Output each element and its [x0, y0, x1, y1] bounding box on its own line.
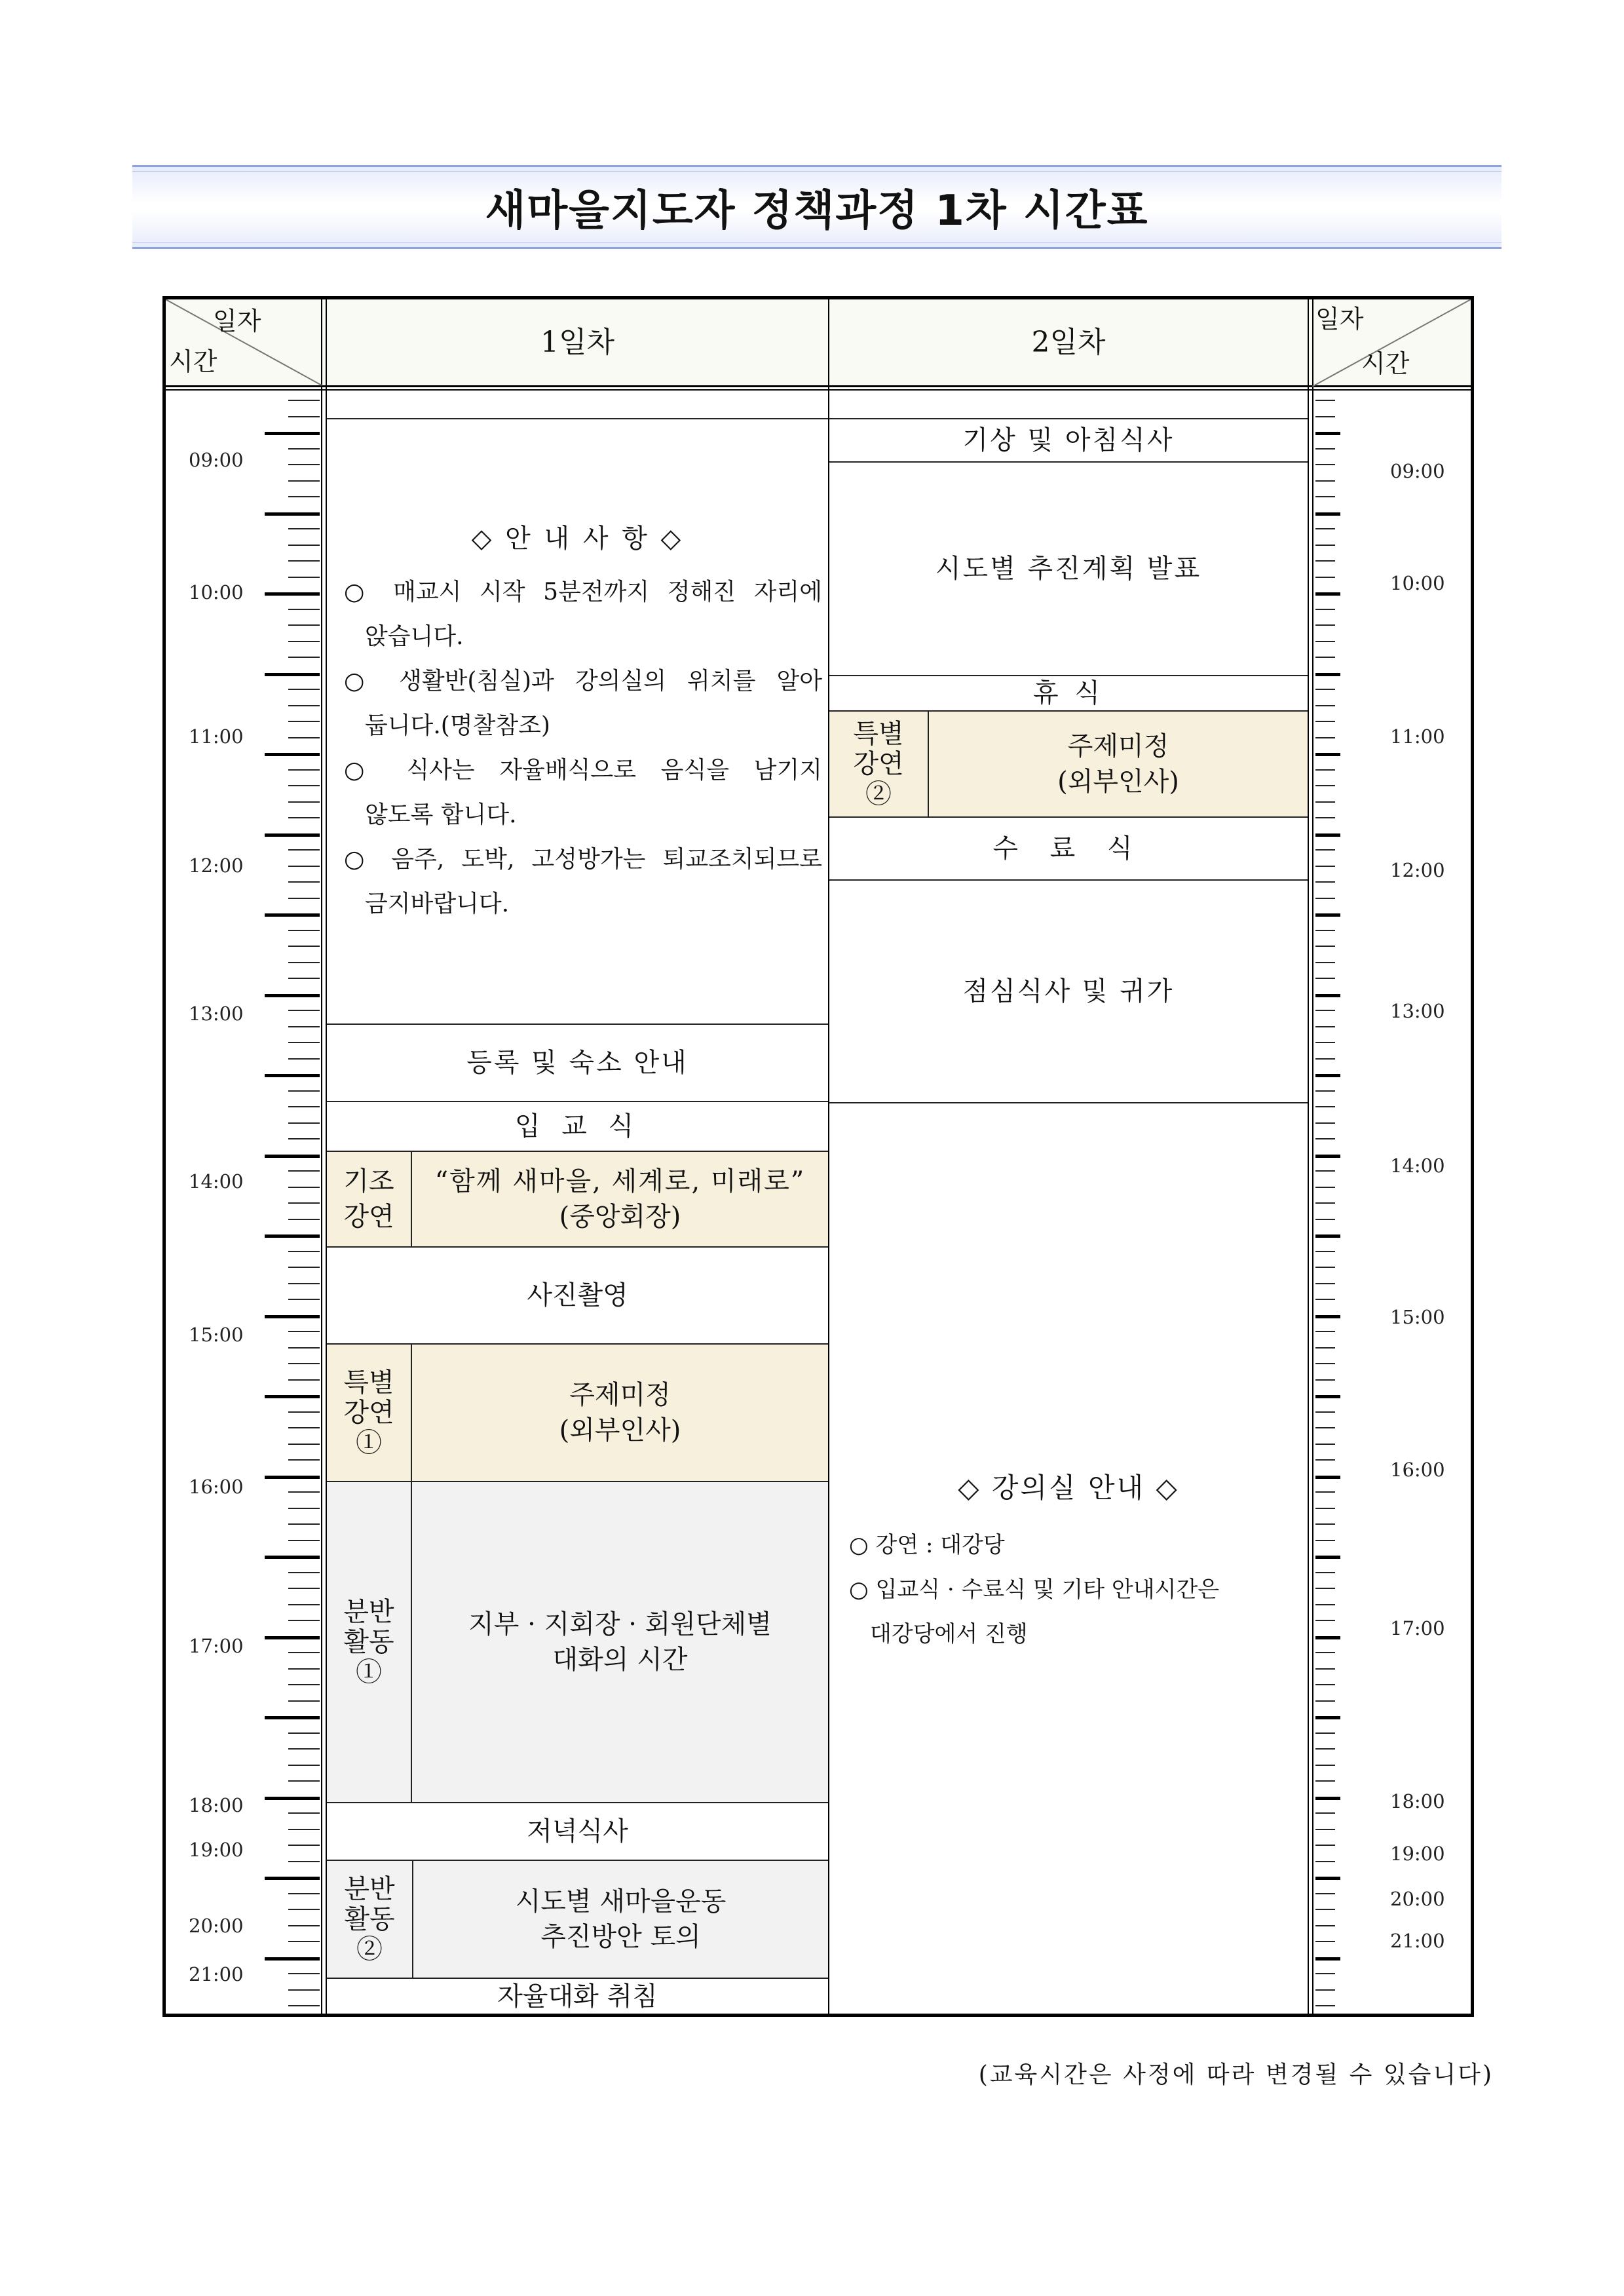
ruler-tick — [265, 994, 320, 997]
special-lecture-2-content — [929, 712, 1308, 816]
ruler-tick — [288, 1219, 320, 1220]
room-info-item: ○ 입교식 · 수료식 및 기타 안내시간은 — [849, 1577, 1220, 1603]
ruler-tick — [265, 1636, 320, 1639]
ruler-tick — [288, 1379, 320, 1381]
ruler-tick — [1315, 1909, 1335, 1910]
ruler-tick — [1315, 1941, 1335, 1942]
ruler-tick — [288, 1620, 320, 1621]
ruler-tick — [288, 1780, 320, 1782]
room-info-block — [829, 1103, 1308, 2014]
ruler-tick — [1315, 930, 1335, 931]
ruler-tick — [1315, 1122, 1335, 1124]
ruler-tick — [1315, 2005, 1335, 2006]
keynote-block — [327, 1152, 828, 1248]
ruler-tick — [288, 1909, 320, 1910]
ruler-tick — [288, 657, 320, 658]
ruler-tick — [1315, 1780, 1335, 1782]
notice-item: ○ 식사는 자율배식으로 음식을 남기지 — [344, 757, 822, 784]
ruler-tick — [1315, 1170, 1335, 1172]
ruler-tick — [288, 1444, 320, 1445]
special-lecture-1-label: 특별 강연 ① — [327, 1345, 412, 1481]
ruler-tick — [1315, 1716, 1340, 1719]
ruler-tick — [288, 496, 320, 497]
ruler-tick — [1315, 689, 1335, 690]
ruler-tick — [1315, 1283, 1335, 1284]
ruler-tick — [1315, 913, 1340, 917]
ruler-tick — [288, 1572, 320, 1573]
ruler-tick — [288, 946, 320, 947]
ruler-tick — [1315, 1861, 1335, 1862]
ruler-tick — [1315, 400, 1335, 401]
ruler-tick — [1315, 673, 1340, 676]
corner-right-top: 일자 — [1315, 305, 1364, 334]
group-activity-1-title: 지부 · 지회장 · 회원단체별 — [468, 1609, 772, 1639]
photo-cell: 사진촬영 — [327, 1248, 828, 1345]
ruler-tick — [265, 673, 320, 676]
ruler-tick — [1315, 1668, 1335, 1670]
ruler-tick — [265, 913, 320, 917]
col-divider-left — [321, 299, 322, 2014]
notice-item: 둡니다.(명찰참조) — [365, 712, 550, 739]
ruler-tick — [288, 1523, 320, 1525]
ruler-tick — [288, 1459, 320, 1461]
ruler-tick — [288, 1427, 320, 1428]
ruler-tick — [1315, 560, 1335, 562]
ruler-tick — [1315, 849, 1335, 851]
ruler-tick — [288, 1588, 320, 1589]
ruler-tick — [288, 705, 320, 706]
ruler-tick — [1315, 1748, 1335, 1750]
ruler-tick — [1315, 1556, 1340, 1559]
ruler-tick — [1315, 480, 1335, 482]
ruler-tick — [288, 721, 320, 722]
ruler-tick — [1315, 1812, 1335, 1814]
ruler-tick — [288, 962, 320, 963]
ruler-tick — [1315, 1395, 1340, 1398]
ruler-tick — [1315, 464, 1335, 465]
ruler-tick — [1315, 1267, 1335, 1268]
time-label: 14:00 — [189, 1170, 244, 1193]
ruler-tick — [288, 898, 320, 899]
corner-left-top: 일자 — [213, 307, 261, 335]
notice-item: 않도록 합니다. — [365, 801, 517, 828]
footer-note: (교육시간은 사정에 따라 변경될 수 있습니다) — [978, 2061, 1494, 2088]
dinner-cell: 저녁식사 — [327, 1803, 828, 1861]
presentation-cell: 시도별 추진계획 발표 — [829, 463, 1308, 676]
keynote-label: 기조 강연 — [327, 1152, 412, 1246]
time-label: 09:00 — [1390, 460, 1445, 482]
group-activity-2-label: 분반 활동 ② — [327, 1861, 413, 1978]
time-label: 11:00 — [1390, 725, 1445, 748]
ruler-tick — [288, 1347, 320, 1349]
ruler-tick — [1315, 1877, 1340, 1880]
group-activity-2-content — [413, 1861, 828, 1978]
ruler-tick — [288, 1187, 320, 1188]
special-lecture-1-title: 주제미정 — [569, 1380, 671, 1410]
ruler-tick — [288, 881, 320, 883]
ruler-tick — [1315, 1572, 1335, 1573]
time-label: 10:00 — [189, 581, 244, 603]
group-activity-2-title: 시도별 새마을운동 — [515, 1886, 727, 1917]
ruler-tick — [1315, 978, 1335, 979]
registration-cell: 등록 및 숙소 안내 — [327, 1025, 828, 1102]
ruler-tick — [265, 833, 320, 837]
ruler-tick — [1315, 1010, 1335, 1011]
keynote-speaker: (중앙회장) — [559, 1202, 681, 1232]
ruler-tick — [288, 1604, 320, 1605]
ruler-tick — [1315, 1540, 1335, 1541]
notice-item: ○ 음주, 도박, 고성방가는 퇴교조치되므로 — [344, 846, 822, 873]
ruler-tick — [288, 1267, 320, 1268]
ruler-tick — [288, 1893, 320, 1894]
ruler-tick — [1315, 641, 1335, 642]
wakeup-cell: 기상 및 아침식사 — [829, 419, 1308, 463]
ruler-tick — [288, 609, 320, 610]
ruler-tick — [265, 1074, 320, 1077]
ruler-tick — [288, 1122, 320, 1124]
ruler-tick — [265, 1315, 320, 1318]
ruler-tick — [1315, 496, 1335, 497]
ruler-tick — [288, 769, 320, 771]
time-label: 16:00 — [189, 1476, 244, 1498]
ruler-tick — [1315, 1523, 1335, 1525]
ruler-tick — [1315, 545, 1335, 546]
corner-right-bottom: 시간 — [1361, 349, 1410, 378]
ruler-tick — [1315, 881, 1335, 883]
ruler-tick — [1315, 785, 1335, 786]
ruler-tick — [1315, 994, 1340, 997]
time-label: 19:00 — [189, 1839, 244, 1861]
time-label: 09:00 — [189, 449, 244, 471]
ruler-tick — [1315, 1219, 1335, 1220]
ruler-tick — [288, 1491, 320, 1493]
ruler-tick — [265, 1234, 320, 1238]
room-info-list — [849, 1523, 1301, 1656]
ruler-tick — [288, 560, 320, 562]
time-label: 12:00 — [1390, 859, 1445, 881]
closing-cell: 수 료 식 — [829, 818, 1308, 881]
group-activity-2-block — [327, 1861, 828, 1979]
ruler-tick — [1315, 1797, 1340, 1800]
ruler-tick — [1315, 416, 1335, 417]
ruler-tick — [288, 1331, 320, 1332]
time-label: 14:00 — [1390, 1155, 1445, 1177]
page-title: 새마을지도자 정책과정 1차 시간표 — [485, 187, 1149, 235]
keynote-content — [412, 1152, 828, 1246]
notice-item: ○ 매교시 시작 5분전까지 정해진 자리에 — [344, 579, 822, 605]
ruler-tick — [288, 1732, 320, 1734]
ruler-tick — [288, 528, 320, 529]
notice-title: ◇ 안 내 사 항 ◇ — [471, 524, 684, 554]
ruler-tick — [288, 1170, 320, 1172]
ruler-tick — [1315, 753, 1340, 756]
ruler-tick — [1315, 624, 1335, 626]
notice-item: 금지바랍니다. — [365, 890, 510, 917]
ruler-tick — [288, 577, 320, 578]
room-info-title: ◇ 강의실 안내 ◇ — [958, 1472, 1179, 1504]
ruler-tick — [1315, 1427, 1335, 1428]
ruler-tick — [1315, 1491, 1335, 1493]
ruler-tick — [1315, 946, 1335, 947]
ruler-tick — [1315, 1684, 1335, 1685]
ruler-tick — [265, 1716, 320, 1719]
ruler-tick — [1315, 1234, 1340, 1238]
day1-top-spacer — [327, 391, 828, 419]
ruler-tick — [288, 1090, 320, 1092]
ruler-tick — [1315, 512, 1340, 516]
ruler-tick — [1315, 1476, 1340, 1479]
ruler-tick — [1315, 1155, 1340, 1158]
free-time-cell: 자율대화 취침 — [497, 1981, 658, 2012]
ruler-tick — [265, 1556, 320, 1559]
ruler-tick — [1315, 1459, 1335, 1461]
ruler-tick — [288, 1042, 320, 1043]
day2-header: 2일차 — [1031, 325, 1106, 359]
ruler-tick — [1315, 577, 1335, 578]
ruler-tick — [1315, 1058, 1335, 1060]
ruler-tick — [288, 785, 320, 786]
ruler-tick — [288, 1684, 320, 1685]
ruler-tick — [1315, 1347, 1335, 1349]
ruler-tick — [1315, 1508, 1335, 1509]
ruler-tick — [288, 1668, 320, 1670]
day1-header: 1일차 — [540, 325, 614, 359]
time-label: 18:00 — [189, 1794, 244, 1816]
ruler-tick — [1315, 1202, 1335, 1204]
ruler-tick — [265, 592, 320, 596]
time-label: 12:00 — [189, 854, 244, 877]
ruler-tick — [265, 1476, 320, 1479]
ruler-tick — [288, 1411, 320, 1413]
ruler-tick — [1315, 1315, 1340, 1318]
ruler-tick — [1315, 1299, 1335, 1300]
notice-item: 앉습니다. — [365, 623, 464, 650]
ruler-tick — [1315, 609, 1335, 610]
ruler-tick — [1315, 1138, 1335, 1139]
ruler-tick — [288, 1251, 320, 1252]
ruler-tick — [1315, 721, 1335, 722]
ruler-tick — [288, 1363, 320, 1364]
ruler-tick — [288, 1283, 320, 1284]
ruler-tick — [1315, 432, 1340, 435]
ruler-tick — [288, 480, 320, 482]
ruler-tick — [1315, 1652, 1335, 1653]
ruler-tick — [288, 817, 320, 818]
ruler-tick — [288, 866, 320, 867]
ruler-tick — [288, 1861, 320, 1862]
ruler-tick — [288, 1925, 320, 1926]
ruler-tick — [288, 849, 320, 851]
group-activity-1-content — [412, 1482, 828, 1802]
notice-list — [344, 570, 822, 927]
ruler-tick — [288, 1138, 320, 1139]
ruler-tick — [288, 1941, 320, 1942]
ruler-tick — [1315, 1251, 1335, 1252]
ruler-tick — [1315, 1604, 1335, 1605]
time-label: 21:00 — [1390, 1930, 1445, 1952]
group-activity-1-label: 분반 활동 ① — [327, 1482, 412, 1802]
special-lecture-2-block — [829, 712, 1308, 818]
notice-block — [327, 419, 828, 1025]
special-lecture-1-content — [412, 1345, 828, 1481]
ruler-tick — [1315, 1989, 1335, 1991]
ruler-tick — [1315, 1636, 1340, 1639]
ruler-tick — [265, 753, 320, 756]
time-label: 18:00 — [1390, 1790, 1445, 1812]
ruler-tick — [288, 464, 320, 465]
ruler-tick — [1315, 1925, 1335, 1926]
time-label: 19:00 — [1390, 1843, 1445, 1865]
ruler-tick — [1315, 962, 1335, 963]
special-lecture-2-label: 특별 강연 ② — [829, 712, 929, 816]
room-info-item: 대강당에서 진행 — [870, 1621, 1028, 1647]
special-lecture-2-speaker: (외부인사) — [1057, 767, 1179, 797]
special-lecture-1-block — [327, 1345, 828, 1482]
ruler-tick — [288, 1829, 320, 1830]
ruler-tick — [288, 801, 320, 803]
ruler-tick — [1315, 448, 1335, 450]
ruler-tick — [288, 1026, 320, 1027]
ruler-tick — [1315, 1845, 1335, 1846]
time-label: 17:00 — [1390, 1617, 1445, 1639]
time-label: 13:00 — [189, 1003, 244, 1025]
ruler-tick — [1315, 592, 1340, 596]
ruler-tick — [288, 1299, 320, 1300]
room-info-item: ○ 강연 : 대강당 — [849, 1532, 1005, 1558]
ruler-tick — [1315, 1187, 1335, 1188]
ruler-tick — [1315, 1765, 1335, 1766]
ruler-tick — [288, 1973, 320, 1974]
ruler-tick — [288, 1700, 320, 1702]
ruler-tick — [288, 1652, 320, 1653]
ruler-tick — [1315, 817, 1335, 818]
ruler-tick — [288, 624, 320, 626]
ruler-tick — [1315, 1973, 1335, 1974]
ruler-tick — [1315, 1026, 1335, 1027]
time-label: 16:00 — [1390, 1459, 1445, 1481]
time-label: 15:00 — [189, 1324, 244, 1346]
ruler-tick — [1315, 1620, 1335, 1621]
ruler-tick — [1315, 705, 1335, 706]
ruler-tick — [1315, 1588, 1335, 1589]
ruler-tick — [288, 978, 320, 979]
ruler-tick — [288, 1540, 320, 1541]
ruler-tick — [288, 737, 320, 738]
ruler-tick — [265, 1155, 320, 1158]
ruler-tick — [288, 641, 320, 642]
ruler-tick — [1315, 657, 1335, 658]
time-label: 10:00 — [1390, 572, 1445, 594]
special-lecture-1-speaker: (외부인사) — [559, 1415, 681, 1445]
ruler-tick — [1315, 801, 1335, 803]
ruler-tick — [288, 545, 320, 546]
ruler-tick — [288, 1812, 320, 1814]
ruler-tick — [288, 2005, 320, 2006]
opening-cell: 입 교 식 — [327, 1102, 828, 1152]
ruler-tick — [1315, 1106, 1335, 1107]
ruler-tick — [288, 416, 320, 417]
ruler-tick — [1315, 833, 1340, 837]
ruler-tick — [1315, 1090, 1335, 1092]
time-label: 17:00 — [189, 1635, 244, 1657]
corner-left-bottom: 시간 — [169, 347, 217, 376]
ruler-tick — [288, 1106, 320, 1107]
ruler-tick — [288, 1202, 320, 1204]
break-cell: 휴 식 — [829, 676, 1308, 712]
notice-item: ○ 생활반(침실)과 강의실의 위치를 알아 — [344, 668, 822, 695]
ruler-tick — [265, 1395, 320, 1398]
ruler-tick — [1315, 1893, 1335, 1894]
time-label: 15:00 — [1390, 1306, 1445, 1328]
day2-top-spacer — [829, 391, 1308, 419]
ruler-tick — [265, 1877, 320, 1880]
time-label: 11:00 — [189, 725, 244, 748]
ruler-tick — [288, 1845, 320, 1846]
ruler-tick — [1315, 898, 1335, 899]
keynote-title: “함께 새마을, 세계로, 미래로” — [434, 1166, 806, 1196]
ruler-tick — [1315, 1042, 1335, 1043]
group-activity-1-sub: 대화의 시간 — [552, 1645, 688, 1675]
ruler-tick — [1315, 737, 1335, 738]
time-label: 21:00 — [189, 1963, 244, 1985]
ruler-tick — [1315, 1411, 1335, 1413]
time-label: 20:00 — [1390, 1888, 1445, 1910]
time-label: 13:00 — [1390, 1000, 1445, 1022]
ruler-tick — [265, 512, 320, 516]
ruler-tick — [265, 1797, 320, 1800]
ruler-tick — [1315, 769, 1335, 771]
ruler-tick — [265, 432, 320, 435]
ruler-tick — [288, 1748, 320, 1750]
ruler-tick — [1315, 1379, 1335, 1381]
group-activity-2-sub: 추진방안 토의 — [540, 1922, 701, 1952]
ruler-tick — [288, 1010, 320, 1011]
ruler-tick — [288, 689, 320, 690]
time-label: 20:00 — [189, 1915, 244, 1937]
ruler-tick — [1315, 528, 1335, 529]
ruler-tick — [1315, 1444, 1335, 1445]
ruler-tick — [288, 930, 320, 931]
ruler-tick — [288, 1508, 320, 1509]
special-lecture-2-title: 주제미정 — [1067, 731, 1169, 761]
ruler-tick — [1315, 866, 1335, 867]
header-divider — [166, 385, 1471, 387]
ruler-tick — [1315, 1074, 1340, 1077]
ruler-tick — [288, 1989, 320, 1991]
ruler-tick — [288, 1765, 320, 1766]
ruler-tick — [265, 1957, 320, 1961]
ruler-tick — [1315, 1331, 1335, 1332]
ruler-tick — [1315, 1829, 1335, 1830]
ruler-tick — [1315, 1732, 1335, 1734]
ruler-tick — [1315, 1957, 1340, 1961]
lunch-cell: 점심식사 및 귀가 — [829, 881, 1308, 1103]
col-divider-right — [1308, 299, 1309, 2014]
group-activity-1-block — [327, 1482, 828, 1803]
ruler-tick — [288, 448, 320, 450]
ruler-tick — [288, 1058, 320, 1060]
ruler-tick — [1315, 1700, 1335, 1702]
ruler-tick — [288, 400, 320, 401]
ruler-tick — [1315, 1363, 1335, 1364]
